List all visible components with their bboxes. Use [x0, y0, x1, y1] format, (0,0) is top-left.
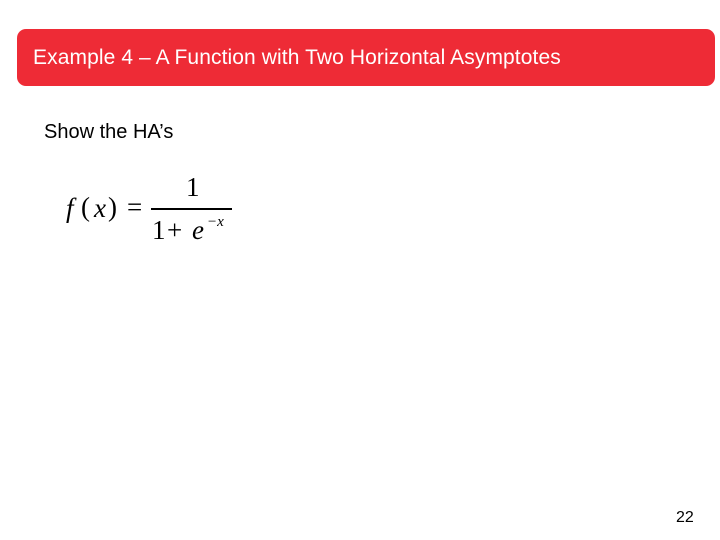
formula-fraction-bar: [151, 208, 232, 210]
formula-variable: x: [94, 193, 106, 223]
formula-close-paren: ): [108, 192, 117, 222]
formula: [66, 174, 236, 248]
formula-equals: =: [127, 192, 143, 222]
slide-subtitle: Show the HA’s: [44, 121, 174, 143]
formula-open-paren: (: [81, 192, 90, 222]
formula-denominator-one: 1: [152, 215, 166, 245]
formula-numerator: 1: [186, 172, 200, 202]
slide-title: Example 4 – A Function with Two Horizontal Asymptotes: [33, 45, 561, 69]
formula-plus: +: [167, 215, 183, 245]
formula-exponent: −x: [207, 214, 224, 230]
formula-function-name: f: [66, 193, 74, 223]
page-number: 22: [676, 509, 694, 526]
title-bar: [17, 29, 715, 86]
formula-base-e: e: [192, 215, 204, 245]
